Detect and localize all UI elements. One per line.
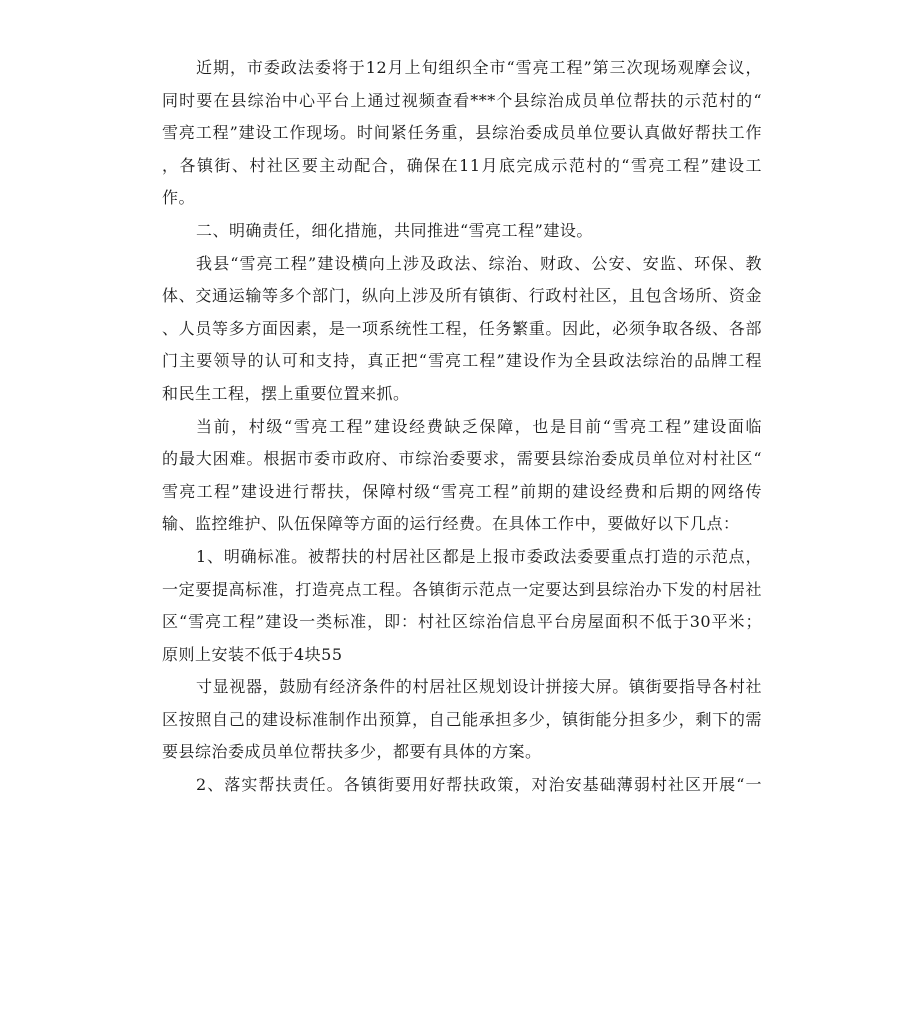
text-line: 2、落实帮扶责任。各镇街要用好帮扶政策，对治安基础薄弱村社区开展“一 <box>196 775 762 795</box>
text-line: 寸显视器，鼓励有经济条件的村居社区规划设计拼接大屏。镇街要指导各村社 <box>196 677 762 697</box>
text-line: 区按照自己的建设标准制作出预算，自己能承担多少，镇街能分担多少，剩下的需 <box>162 709 762 729</box>
text-line: 我县“雪亮工程”建设横向上涉及政法、综治、财政、公安、安监、环保、教 <box>196 253 762 273</box>
text-line: 要县综治委成员单位帮扶多少，都要有具体的方案。 <box>162 742 542 762</box>
document-body <box>162 52 762 802</box>
text-line: 体、交通运输等多个部门，纵向上涉及所有镇街、行政村社区，且包含场所、资金 <box>162 286 762 306</box>
text-line: 雪亮工程”建设工作现场。时间紧任务重，县综治委成员单位要认真做好帮扶工作 <box>162 123 762 143</box>
text-line: 1、明确标准。被帮扶的村居社区都是上报市委政法委要重点打造的示范点， <box>196 546 762 566</box>
text-line: 当前，村级“雪亮工程”建设经费缺乏保障，也是目前“雪亮工程”建设面临 <box>196 416 762 436</box>
text-line: 作。 <box>162 188 196 208</box>
text-line: 门主要领导的认可和支持，真正把“雪亮工程”建设作为全县政法综治的品牌工程 <box>162 351 762 371</box>
text-line: 同时要在县综治中心平台上通过视频查看***个县综治成员单位帮扶的示范村的“ <box>162 90 762 110</box>
text-line: 近期，市委政法委将于12月上旬组织全市“雪亮工程”第三次现场观摩会议， <box>196 58 762 77</box>
text-line: 一定要提高标准，打造亮点工程。各镇街示范点一定要达到县综治办下发的村居社 <box>162 579 762 599</box>
text-line: ，各镇街、村社区要主动配合，确保在11月底完成示范村的“雪亮工程”建设工 <box>162 155 762 175</box>
text-line: 输、监控维护、队伍保障等方面的运行经费。在具体工作中，要做好以下几点： <box>162 514 740 534</box>
text-line: 二、明确责任，细化措施，共同推进“雪亮工程”建设。 <box>196 220 593 240</box>
text-line: 原则上安装不低于4块55 <box>162 644 343 664</box>
text-line: 和民生工程，摆上重要位置来抓。 <box>162 383 410 403</box>
text-line: 区“雪亮工程”建设一类标准，即：村社区综治信息平台房屋面积不低于30平米； <box>162 612 762 632</box>
text-line: 、人员等多方面因素，是一项系统性工程，任务繁重。因此，必须争取各级、各部 <box>162 318 762 338</box>
text-line: 雪亮工程”建设进行帮扶，保障村级“雪亮工程”前期的建设经费和后期的网络传 <box>162 481 762 501</box>
text-line: 的最大困难。根据市委市政府、市综治委要求，需要县综治委成员单位对村社区“ <box>162 449 762 469</box>
